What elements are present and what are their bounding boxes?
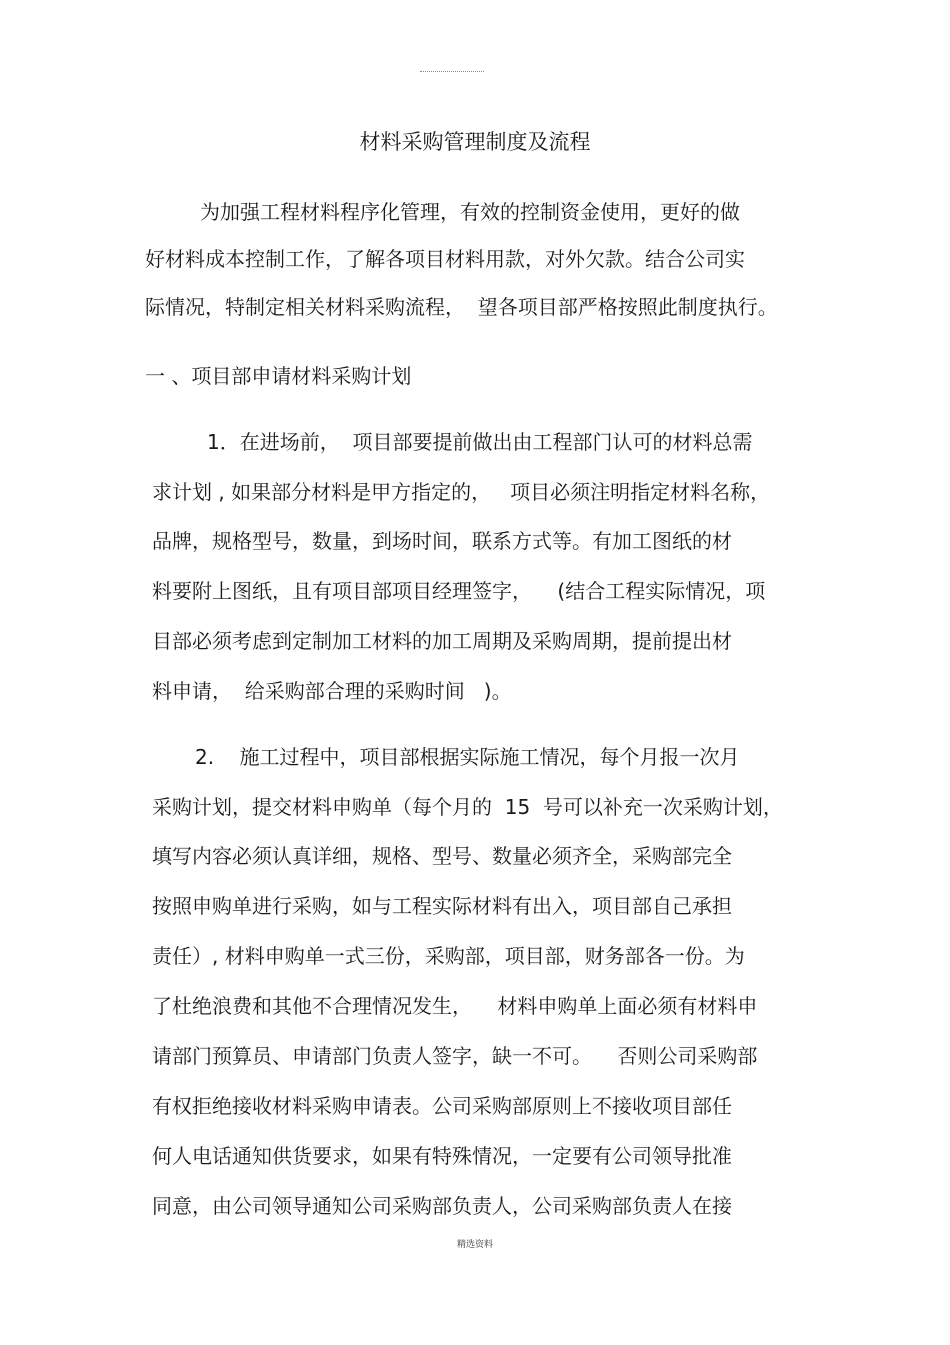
item2-line-5: 责任）, 材料申购单一式三份，采购部，项目部，财务部各一份。为 xyxy=(152,944,745,968)
item1-line-1: 1．在进场前， 项目部要提前做出由工程部门认可的材料总需 xyxy=(207,430,753,454)
item2-line-4: 按照申购单进行采购，如与工程实际材料有出入，项目部自己承担 xyxy=(152,894,732,918)
item1-line-2: 求计划 , 如果部分材料是甲方指定的， 项目必须注明指定材料名称， xyxy=(152,480,771,504)
page-title: 材料采购管理制度及流程 xyxy=(359,130,591,154)
item2-line-6: 了杜绝浪费和其他不合理情况发生， 材料申购单上面必须有材料申 xyxy=(152,994,758,1018)
item2-line-8: 有权拒绝接收材料采购申请表。公司采购部原则上不接收项目部任 xyxy=(152,1094,732,1118)
item2-line-7: 请部门预算员、申请部门负责人签字，缺一不可。 否则公司采购部 xyxy=(152,1044,758,1068)
item2-line-10: 同意，由公司领导通知公司采购部负责人，公司采购部负责人在接 xyxy=(152,1194,732,1218)
item1-line-4: 料要附上图纸，且有项目部项目经理签字， (结合工程实际情况，项 xyxy=(152,579,766,603)
page-footer: 精选资料 xyxy=(456,1240,493,1250)
intro-line-3: 际情况，特制定相关材料采购流程， 望各项目部严格按照此制度执行。 xyxy=(145,295,778,319)
item2-line-2: 采购计划，提交材料申购单（每个月的 15 号可以补充一次采购计划， xyxy=(152,795,783,819)
intro-line-1: 为加强工程材料程序化管理，有效的控制资金使用，更好的做 xyxy=(200,200,740,224)
item1-line-6: 料申请， 给采购部合理的采购时间 )。 xyxy=(152,679,512,703)
item2-line-1: 2. 施工过程中，项目部根据实际施工情况，每个月报一次月 xyxy=(195,745,740,769)
item2-line-9: 何人电话通知供货要求，如果有特殊情况，一定要有公司领导批准 xyxy=(152,1144,732,1168)
section-heading: 一 、项目部申请材料采购计划 xyxy=(145,364,412,388)
header-rule xyxy=(420,71,484,72)
intro-line-2: 好材料成本控制工作，了解各项目材料用款，对外欠款。结合公司实 xyxy=(145,247,745,271)
item2-line-3: 填写内容必须认真详细，规格、型号、数量必须齐全，采购部完全 xyxy=(152,844,732,868)
item1-line-5: 目部必须考虑到定制加工材料的加工周期及采购周期，提前提出材 xyxy=(152,629,732,653)
item1-line-3: 品牌，规格型号，数量，到场时间，联系方式等。有加工图纸的材 xyxy=(152,529,732,553)
